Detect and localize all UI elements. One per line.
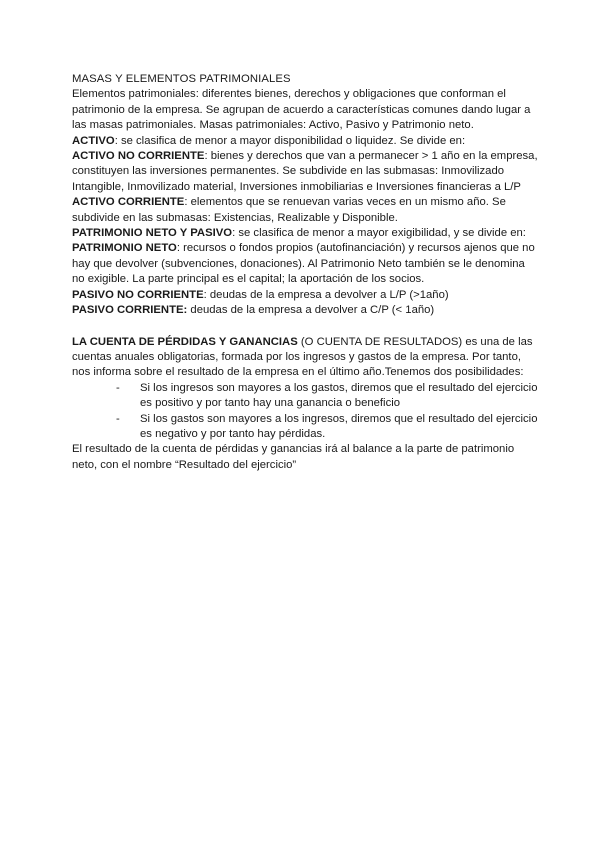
pasivo-no-corriente-paragraph [72,288,540,303]
patrimonio-neto-y-pasivo-text: : se clasifica de menor a mayor exigibilidad, y se divide en: [232,227,526,240]
cuenta-pyg-title-suffix: (O CUENTA DE RESULTADOS) [297,335,463,348]
list-dash: - [116,412,120,425]
patrimonio-neto-text: : recursos o fondos propios (autofinanciación) y recursos ajenos que no hay que devolver (subvenciones, donaciones). Al Patrimonio Neto también se le denomina no exigible. La parte principal es el capital; la aportación de los socios. [72,242,535,286]
activo-term: ACTIVO [72,134,115,147]
list-item [72,381,540,412]
activo-corriente-term: ACTIVO CORRIENTE [72,196,185,209]
posibilidades-list [72,381,540,443]
pasivo-no-corriente-text: : deudas de la empresa a devolver a L/P (>1año) [203,288,449,301]
pasivo-no-corriente-term: PASIVO NO CORRIENTE [72,288,204,301]
resultado-paragraph: El resultado de la cuenta de pérdidas y ganancias irá al balance a la parte de patrimonio neto, con el nombre “Resultado del ejercicio” [72,443,515,471]
list-dash: - [116,381,120,394]
section-title-masas: MASAS Y ELEMENTOS PATRIMONIALES [72,73,291,85]
activo-no-corriente-term: ACTIVO NO CORRIENTE [72,150,205,163]
patrimonio-neto-y-pasivo-term: PATRIMONIO NETO Y PASIVO [72,227,233,240]
paragraph-spacer [72,319,540,335]
pasivo-corriente-term: PASIVO CORRIENTE: [72,304,188,317]
masas-intro: Elementos patrimoniales: diferentes bienes, derechos y obligaciones que conforman el patrimonio de la empresa. Se agrupan de acuerdo a características comunes dando lugar a las masas patrimoniales. Masas patrimoniales: Activo, Pasivo y Patrimonio neto. [72,88,531,132]
activo-paragraph [72,134,540,149]
patrimonio-neto-y-pasivo-paragraph [72,226,540,241]
patrimonio-neto-term: PATRIMONIO NETO [72,242,177,255]
activo-no-corriente-text: : bienes y derechos que van a permanecer > 1 año en la empresa, constituyen las inversiones permanentes. Se subdivide en las submasas: Inmovilizado Intangible, Inmovilizado material, Inversiones inmobiliarias e Inversiones financieras a L/P [72,150,538,193]
list-item-text: Si los ingresos son mayores a los gastos, diremos que el resultado del ejercicio es positivo y por tanto hay una ganancia o beneficio [140,381,538,410]
activo-corriente-text: : elementos que se renuevan varias veces en un mismo año. Se subdivide en las submasas: Existencias, Realizable y Disponible. [72,196,506,224]
pasivo-corriente-paragraph [72,303,540,318]
activo-no-corriente-paragraph [72,149,540,195]
activo-corriente-paragraph [72,195,540,226]
pasivo-corriente-text: deudas de la empresa a devolver a C/P (< 1año) [187,304,435,317]
patrimonio-neto-paragraph [72,241,540,287]
cuenta-pyg-text: es una de las cuentas anuales obligatorias, formada por los ingresos y gastos de la empresa. Por tanto, nos informa sobre el resultado de la empresa en el último año.Tenemos dos posibilidades: [72,335,533,379]
cuenta-pyg-title: LA CUENTA DE PÉRDIDAS Y GANANCIAS [72,335,298,348]
activo-text: : se clasifica de menor a mayor disponibilidad o liquidez. Se divide en: [114,134,466,147]
list-item [72,412,540,443]
list-item-text: Si los gastos son mayores a los ingresos, diremos que el resultado del ejercicio es negativo y por tanto hay pérdidas. [140,412,538,440]
cuenta-pyg-intro [72,335,540,381]
